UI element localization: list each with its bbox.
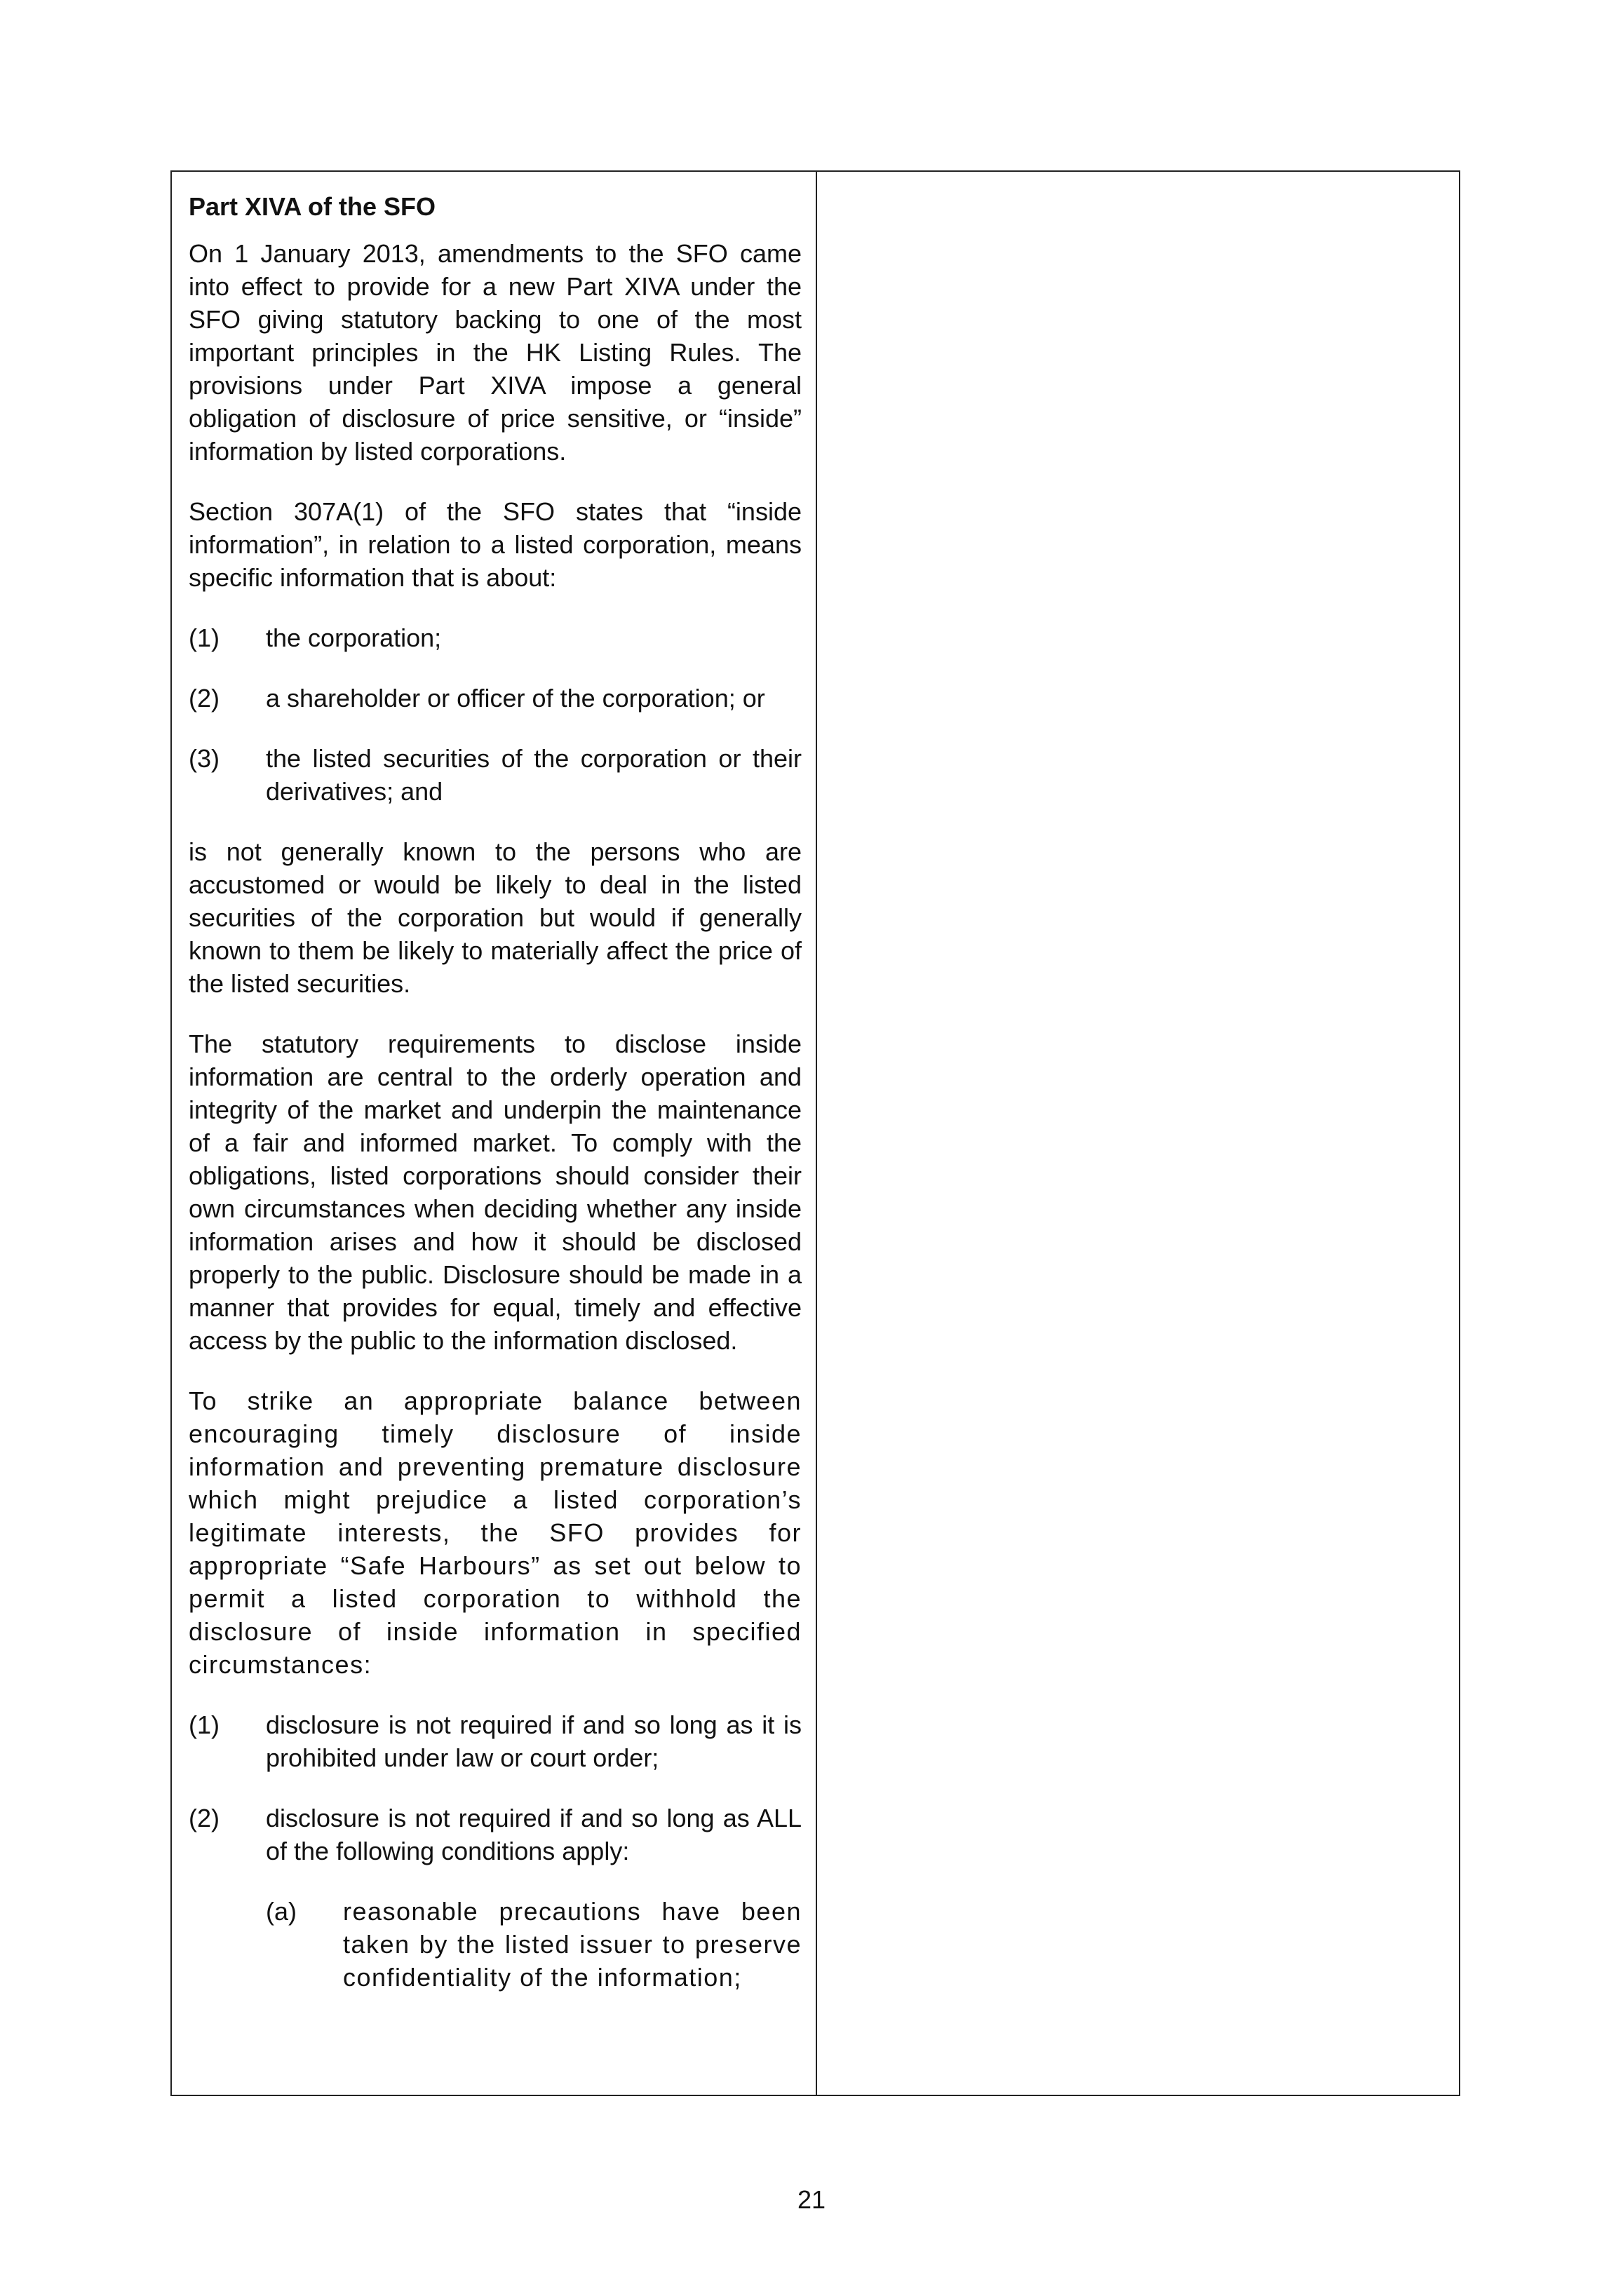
statutory-paragraph: The statutory requirements to disclose inside information are central to the orderly operation and integrity of the market and underpin the maintenance of a fair and informed market. To comply with the obligations, listed corporations should consider their own circumstances when deciding whether any inside information arises and how it should be disclosed properly to the public. Disclosure should be made in a manner that provides for equal, timely and effective access by the public to the information disclosed. [189,1029,802,1355]
definition-item [189,621,802,654]
intro-paragraph: On 1 January 2013, amendments to the SFO came into effect to provide for a new Part XIVA under the SFO giving statutory backing to one of the most important principles in the HK Listing Rules. The provisions under Part XIVA impose a general obligation of disclosure of price sensitive, or “inside” information by listed corporations. [189,239,802,466]
item-text: disclosure is not required if and so long as ALL of the following conditions apply: [266,1804,802,1865]
section-heading: Part XIVA of the SFO [189,192,436,221]
safe-harbour-item [189,1708,802,1774]
condition-item [266,1895,802,1994]
item-text: reasonable precautions have been taken by the listed issuer to preserve confidentiality of the information; [343,1897,802,1992]
right-column [817,172,1459,2095]
page-number: 21 [797,2185,826,2214]
item-number: (2) [189,1804,220,1832]
item-text: a shareholder or officer of the corporation; or [266,684,765,713]
definition-item [189,682,802,715]
definition-item [189,742,802,808]
safe-harbour-item [189,1802,802,1868]
item-number: (1) [189,1710,220,1739]
item-text: the listed securities of the corporation or their derivatives; and [266,744,802,806]
document-table [170,170,1460,2096]
item-number: (a) [266,1897,297,1926]
item-text: disclosure is not required if and so long as it is prohibited under law or court order; [266,1710,802,1772]
left-column [172,172,817,2095]
definition-lead-paragraph: Section 307A(1) of the SFO states that “inside information”, in relation to a listed corporation, means specific information that is about: [189,497,802,592]
item-number: (3) [189,744,220,773]
item-text: the corporation; [266,623,442,652]
item-number: (2) [189,684,220,713]
item-number: (1) [189,623,220,652]
definition-tail-paragraph: is not generally known to the persons who are accustomed or would be likely to deal in the listed securities of the corporation but would if generally known to them be likely to materially affect the price of the listed securities. [189,837,802,998]
safe-harbour-paragraph: To strike an appropriate balance between encouraging timely disclosure of inside information and preventing premature disclosure which might prejudice a listed corporation’s legitimate interests, the SFO provides for appropriate “Safe Harbours” as set out below to permit a listed corporation to withhold the disclosure of inside information in specified circumstances: [189,1386,802,1679]
